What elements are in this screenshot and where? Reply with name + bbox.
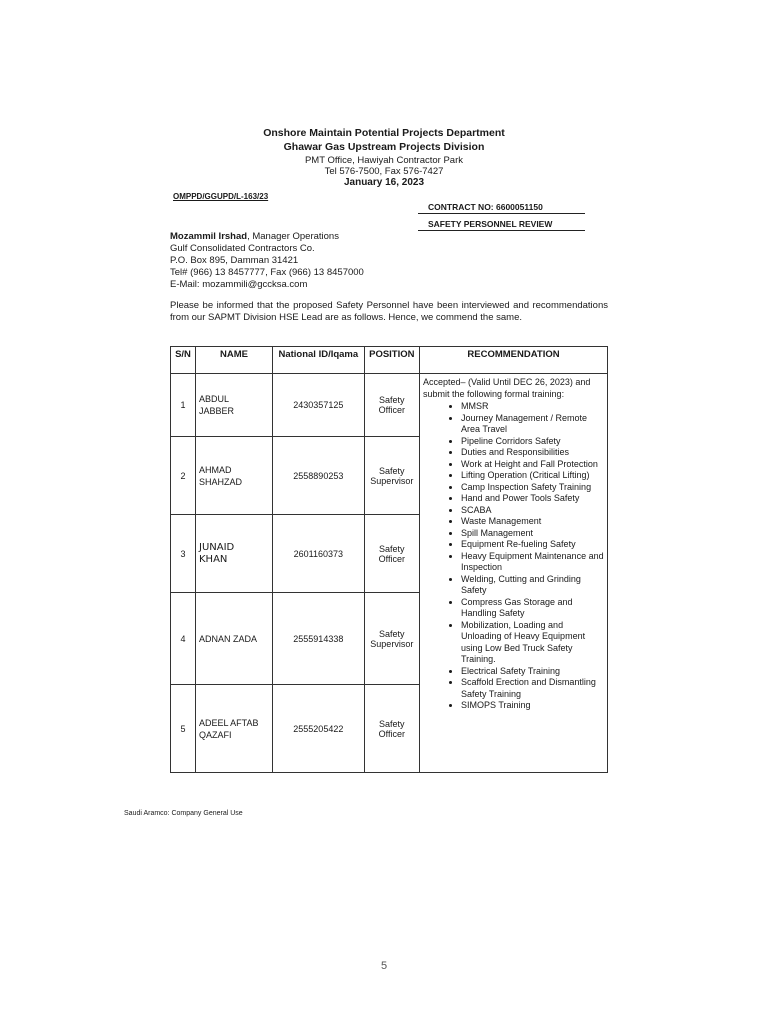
header-position: POSITION <box>364 347 419 374</box>
position-line: Officer <box>378 553 405 564</box>
recipient-tel: Tel# (966) 13 8457777, Fax (966) 13 8457000 <box>170 267 364 278</box>
header-name: NAME <box>196 347 273 374</box>
training-item: • SIMOPS Training <box>461 700 604 712</box>
training-item: • Lifting Operation (Critical Lifting) <box>461 470 604 482</box>
training-item: • Pipeline Corridors Safety <box>461 436 604 448</box>
row-position <box>364 685 419 773</box>
position-line: Safety <box>379 395 405 405</box>
training-item: • Equipment Re-fueling Safety <box>461 539 604 551</box>
recipient-email: E-Mail: mozammili@gccksa.com <box>170 279 308 290</box>
row-name <box>196 685 273 773</box>
training-item: • Camp Inspection Safety Training <box>461 482 604 494</box>
body-paragraph: Please be informed that the proposed Safety Personnel have been interviewed and recommendations from our SAPMT Division HSE Lead are as follows. Hence, we commend the same. <box>170 300 608 323</box>
name-line: AHMAD <box>199 464 232 475</box>
row-name <box>196 593 273 685</box>
name-line: QAZAFI <box>199 729 232 740</box>
recommendation-intro: Accepted– (Valid Until DEC 26, 2023) and submit the following formal training: <box>423 377 591 399</box>
header-sn: S/N <box>171 347 196 374</box>
row-sn: 3 <box>171 515 196 593</box>
recipient-po: P.O. Box 895, Damman 31421 <box>170 255 299 266</box>
row-name <box>196 515 273 593</box>
training-item: • Mobilization, Loading and Unloading of Heavy Equipment using Low Bed Truck Safety Training. <box>461 620 604 666</box>
row-id: 2430357125 <box>273 374 365 437</box>
row-position <box>364 437 419 515</box>
row-position <box>364 515 419 593</box>
name-line: ADNAN ZADA <box>199 633 258 644</box>
divider-line <box>418 230 585 231</box>
row-sn: 2 <box>171 437 196 515</box>
header-id: National ID/Iqama <box>273 347 365 374</box>
name-line: KHAN <box>199 553 228 565</box>
name-line: ABDUL <box>199 394 230 404</box>
training-item: • Waste Management <box>461 516 604 528</box>
recipient-title: , Manager Operations <box>247 231 339 242</box>
name-line: SHAHZAD <box>199 476 243 487</box>
recipient-name: Mozammil Irshad <box>170 231 248 242</box>
training-item: • Journey Management / Remote Area Travel <box>461 413 604 436</box>
training-item: • Welding, Cutting and Grinding Safety <box>461 574 604 597</box>
office-line: PMT Office, Hawiyah Contractor Park <box>304 155 464 166</box>
training-item: • SCABA <box>461 505 604 517</box>
position-line: Officer <box>378 728 405 739</box>
position-line: Safety <box>379 543 405 554</box>
personnel-table <box>170 346 608 773</box>
row-id: 2558890253 <box>273 437 365 515</box>
training-item: • Scaffold Erection and Dismantling Safety Training <box>461 677 604 700</box>
recipient-company: Gulf Consolidated Contractors Co. <box>170 243 315 254</box>
row-position <box>364 374 419 437</box>
training-item: • Electrical Safety Training <box>461 666 604 678</box>
divider-line <box>418 213 585 214</box>
reference-number: OMPPD/GGUPD/L-163/23 <box>173 192 269 201</box>
position-line: Safety <box>379 465 405 476</box>
training-item: • Compress Gas Storage and Handling Safety <box>461 597 604 620</box>
training-item: • Duties and Responsibilities <box>461 447 604 459</box>
row-id: 2555205422 <box>273 685 365 773</box>
recipient-block <box>170 231 364 291</box>
position-line: Safety <box>379 718 405 729</box>
page-number: 5 <box>380 960 388 972</box>
row-sn: 5 <box>171 685 196 773</box>
position-line: Safety <box>379 628 405 639</box>
row-position <box>364 593 419 685</box>
contract-number: CONTRACT NO: 6600051150 <box>428 202 543 212</box>
training-item: • Hand and Power Tools Safety <box>461 493 604 505</box>
office-address <box>0 155 768 177</box>
row-id: 2555914338 <box>273 593 365 685</box>
classification-footer: Saudi Aramco: Company General Use <box>124 810 243 817</box>
row-id: 2601160373 <box>273 515 365 593</box>
recommendation-cell <box>420 374 608 773</box>
training-item: • Heavy Equipment Maintenance and Inspection <box>461 551 604 574</box>
table-row <box>171 374 608 437</box>
department-heading: Onshore Maintain Potential Projects Department <box>263 127 505 139</box>
subject-line: SAFETY PERSONNEL REVIEW <box>428 219 553 229</box>
position-line: Officer <box>378 405 405 415</box>
table-header-row <box>171 347 608 374</box>
header-recommendation: RECOMMENDATION <box>420 347 608 374</box>
position-line: Supervisor <box>370 475 414 486</box>
name-line: JABBER <box>199 406 235 416</box>
letter-date: January 16, 2023 <box>343 177 425 188</box>
row-sn: 4 <box>171 593 196 685</box>
row-sn: 1 <box>171 374 196 437</box>
division-heading: Ghawar Gas Upstream Projects Division <box>283 141 485 153</box>
name-line: JUNAID <box>199 541 235 553</box>
name-line: ADEEL AFTAB <box>199 717 259 728</box>
training-list <box>423 401 604 712</box>
office-tel: Tel 576-7500, Fax 576-7427 <box>324 166 444 177</box>
row-name <box>196 374 273 437</box>
row-name <box>196 437 273 515</box>
training-item: • Work at Height and Fall Protection <box>461 459 604 471</box>
position-line: Supervisor <box>370 638 414 649</box>
training-item: • MMSR <box>461 401 604 413</box>
training-item: • Spill Management <box>461 528 604 540</box>
